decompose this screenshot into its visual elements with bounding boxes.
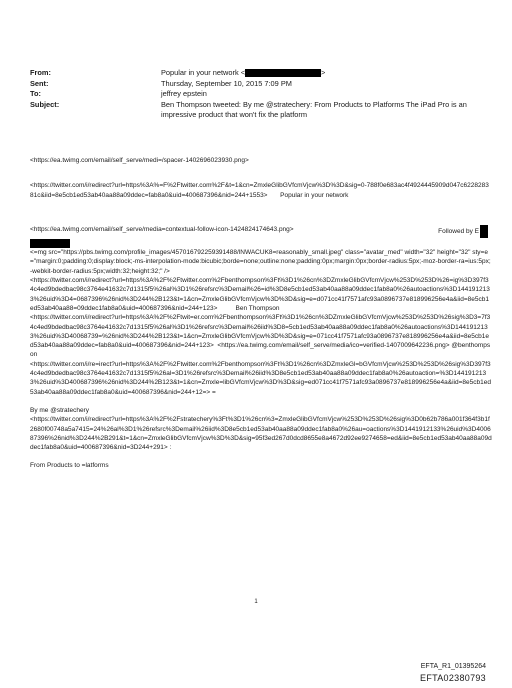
redirect-link-2 (30, 276, 492, 313)
from-label: From: (30, 68, 51, 77)
follow-icon-link: <https://ea.twimg.com/email/self_serve/media=contextual-follow-icon-1424824174643.png> (30, 225, 294, 233)
from-value-suffix: > (321, 68, 326, 77)
redirect-url-1: <https://twitter.com/i/redirect?url=https%3A%=F%2Ftwitter.com%2F&t=1&cn=ZmxleGlibGVfcmVjcw%3D%3D&sig=0-788f0e683ac4f4924445909d047c622828381c&iid=8e5cb1ed53ab40aa88a09ddec=fab8a0&uid=400687396&nid=244+1553> (30, 182, 489, 199)
to-label: To: (30, 89, 41, 99)
redaction-bar (30, 239, 70, 248)
avatar-img-tag: <=mg src="https://pbs.twimg.com/profile_images/457016792259391488/lNWACUK8=reasonably_small.jpeg" class="avatar_med" width="32" height="32" sty=e="margin:0;padding:0;display:block;-ms-interpolation-mode:bicubic;borde=none;outline:none;padding:0px;margin:0px;border-radius:5px;-moz-border-ra=ius:5px;-webkit-border-radius:5px;width:32;height:32;" /> (30, 249, 491, 275)
to-row (30, 89, 490, 100)
email-body (30, 156, 492, 471)
bates-number-2: EFTA02380793 (420, 673, 486, 683)
network-label: Popular in your network (280, 191, 349, 199)
redaction-bar (480, 225, 488, 238)
redirect-link-4: <https://twitter.com/i/re=irect?url=https%3A%2F%2Ftwitter.com%2Fbenthompson%3Ft%3D1%26cn%3DZmxleGl=bGVfcmVjcw%253D%253D%26sig%3D397f34c4ed9bdedbac98c3764e41632c7d1315f5%26al=3D1%26refsrc%3Demail%26iid%3D8e5cb1ed53ab40aa88a09ddec1fab8a0%26autoaction=%3D1441912133%26uid%3D400687396%26nid%3D244%2B123&t=1&cn=Zmxle=libGVfcmVjcw%3D%3D&sig=ed071cc41f7571afc93a0896737e818996256e4a&iid=8e5cb1ed53ab40aa88a09ddec1fab8a0&uid=400687396&nid=244+12=> = (30, 360, 491, 396)
followed-by-label: Followed by E (438, 228, 479, 236)
by-me-line: By me @stratechery (30, 406, 89, 414)
to-value: jeffrey epstein (161, 89, 207, 99)
page-number: 1 (254, 599, 258, 605)
sent-value: Thursday, September 10, 2015 7:09 PM (161, 78, 292, 88)
author-name: Ben Thompson (235, 304, 280, 312)
subject-row (30, 100, 490, 121)
redirect-link-3: <https://twitter.com/i/redirect?url=https%3A%2F%2Ftwit=er.com%2Fbenthompson%3Ft%3D1%26cn%3DZmxleGlibGVfcmVjcw%253D%253D%26sig%3D3=7f34c4ed9bdedbac98c3764e41632c7d1315f5%26al%3D1%26refsrc%3Demail%26iid%3D8=5cb1ed53ab40aa88a09ddec1fab8a0%26autoactions%3D1441912133%26uid%3D40068739=%26nid%3D244%2B123&t=1&cn=ZmxleGlibGVfcmVjcw%3D%3D&sig=e=071cc41f7571afc93a0896737e818996256e4a&iid=8e5cb1ed53ab40aa88a09ddec=fab8a0&uid=400687396&nid=244+123> <https://ea.twimg.com/email/self_serve/media/ico=verified-1407009642236.png> @benthompson (30, 314, 491, 359)
follow-line (30, 225, 492, 234)
subject-label: Subject: (30, 99, 60, 109)
subject-value: Ben Thompson tweeted: By me @stratechery: From Products to Platforms The iPad Pro is an impressive product that won't fix the platform (161, 99, 467, 120)
email-header (30, 68, 490, 121)
bates-number-1: EFTA_R1_01395264 (420, 663, 486, 670)
sent-row (30, 79, 490, 90)
article-title-line: From Products to =latforms (30, 462, 109, 470)
spacer-link: <https://ea.twimg.com/email/self_serve/medi=/spacer-1402696023930.png> (30, 157, 249, 164)
redirect-link-1 (30, 181, 492, 200)
from-row (30, 68, 490, 79)
redaction-bar (245, 69, 321, 77)
redirect-link-5: <https://twitter.com/i/redirect?url=https%3A%2F%2Fstratechery%3Ft%3D1%26cn%3=ZmxleGlibGVfcmVjcw%253D%253D%26sig%3D0b62b786a001f364f3b1f2680f00748a5a7415=24%26al%3D1%26refsrc%3Demail%26iid%3D8e5cb1ed53ab40aa88a09ddec1fab8a0%26au=oactions%3D1441912133%26uid%3D400687396%26nid%3D244%2B291&t=1&cn=ZmxleGlibGVfcmVjcw%3D%3D&sig=95f3ed267d0dcd8655e8a4672d92ee9274658=ed&iid=8e5cb1ed53ab40aa88a09ddec1fab8a0&uid=400687396&nid=3D244+291> : (30, 416, 492, 452)
redirect-url-2: <https://twitter.com/i/redirect?url=https%3A%2F%2Ftwitter.com%2Fbenthompson%3Ft%3D1%26cn%3DZmxleGlibGVfcmVjcw%253D%253D%26=ig%3D397f34c4ed9bdedbac98c3764e41632c7d1315f5%26al%3D1%26refsrc%3Demail%26=id%3D8e5cb1ed53ab40aa88a09ddec1fab8a0%26autoactions%3D1441912133%26uid%3D4=0687396%26nid%3D244%2B123&t=1&cn=ZmxleGlibGVfcmVjcw%3D%3D&sig=e=d071cc41f7571afc93a0896737e818996256e4a&iid=8e5cb1ed53ab40aa88=09ddec1fab8a0&uid=400687396&nid=244+123> (30, 277, 490, 312)
sent-label: Sent: (30, 78, 49, 88)
from-value-prefix: Popular in your network < (161, 68, 246, 77)
